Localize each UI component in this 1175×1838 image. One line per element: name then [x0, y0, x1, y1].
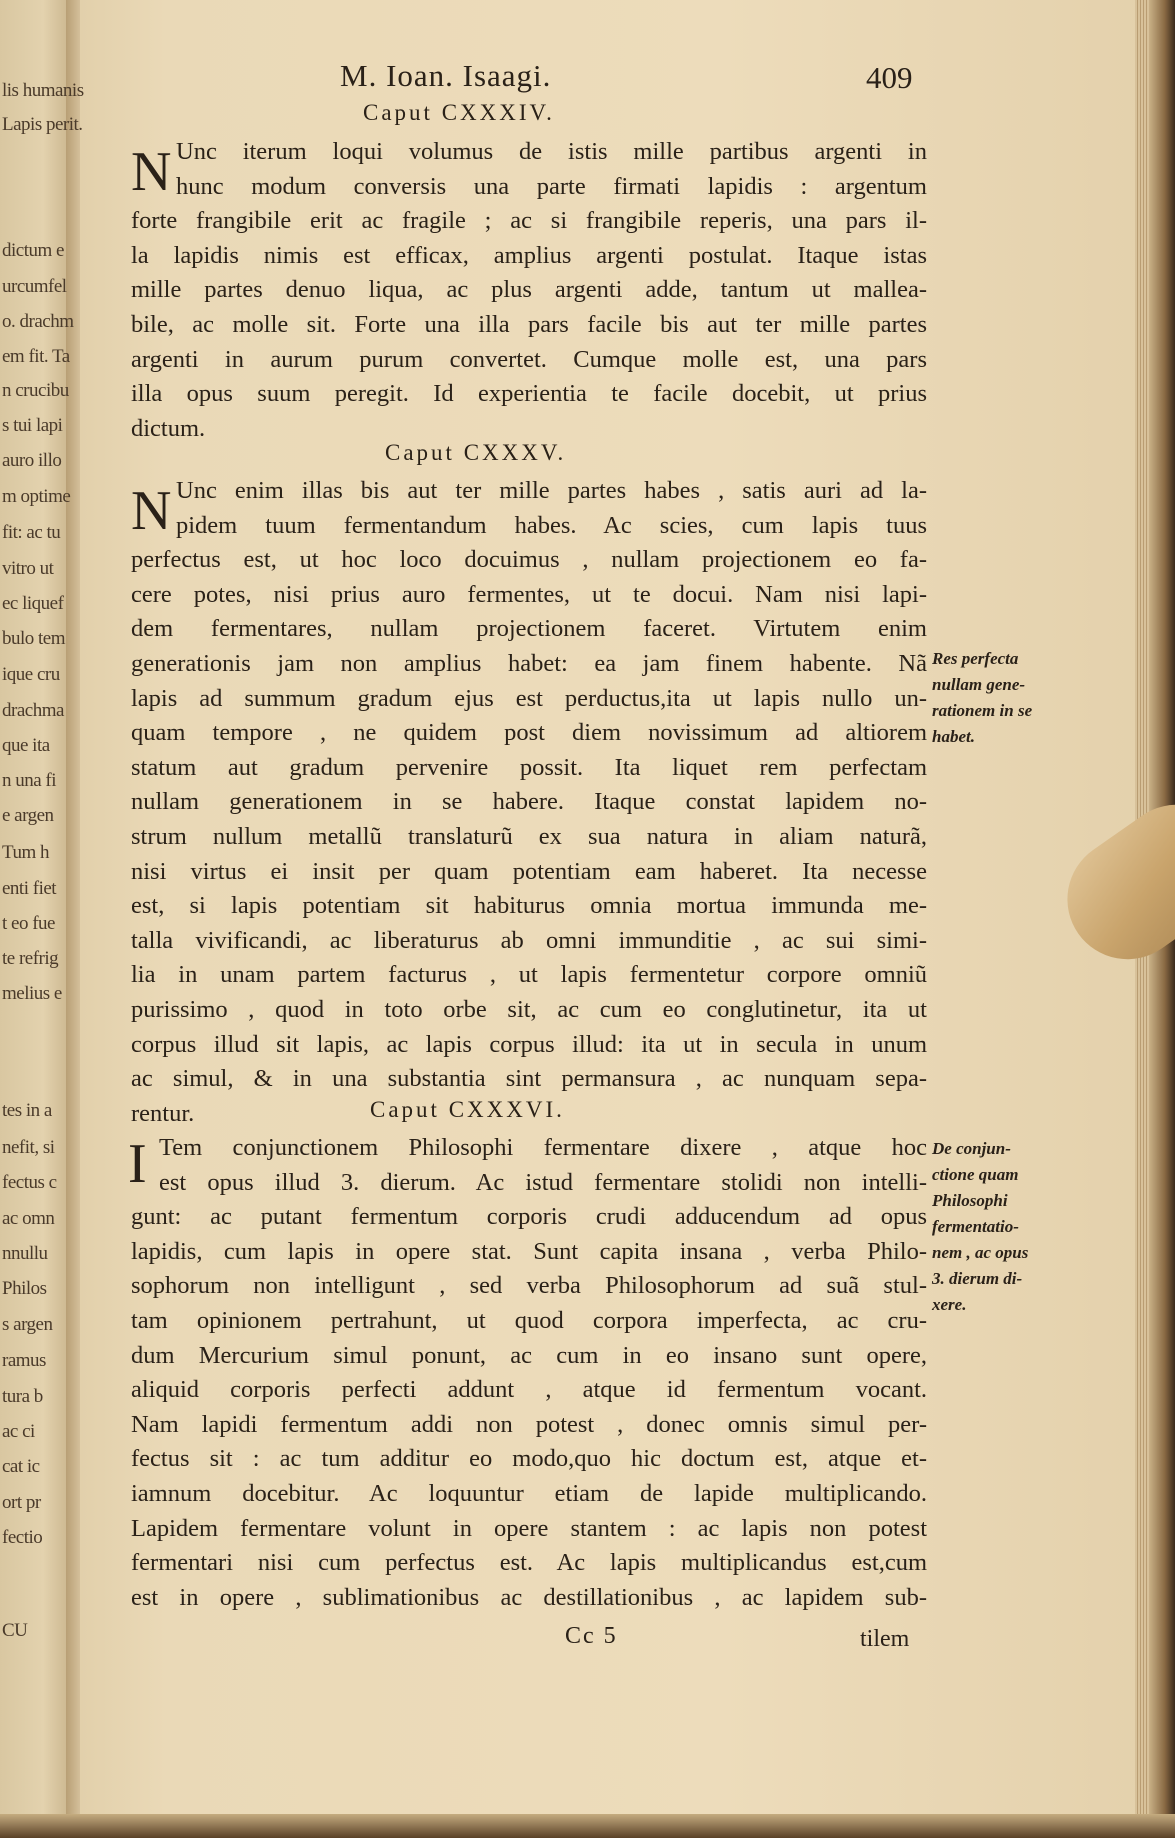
- text-line: corpus illud sit lapis, ac lapis corpus illud: ita ut in secula in unum: [131, 1030, 927, 1058]
- text-line: dictum.: [131, 414, 206, 442]
- previous-page-fragment: bulo tem: [2, 628, 66, 649]
- previous-page-fragment: urcumfel: [2, 276, 67, 297]
- text-line: hunc modum conversis una parte firmati lapidis : argentum: [176, 172, 927, 200]
- marginal-note: xere.: [932, 1295, 967, 1314]
- previous-page-fragment: n crucibu: [2, 380, 69, 401]
- text-line: nullam generationem in se habere. Itaque constat lapidem no-: [131, 788, 927, 816]
- previous-page-fragment: auro illo: [2, 450, 62, 471]
- marginal-note: fermentatio-: [932, 1217, 1019, 1236]
- signature-mark: Cc 5: [565, 1623, 618, 1649]
- text-line: purissimo , quod in toto orbe sit, ac cum eo conglutinetur, ita ut: [131, 996, 927, 1023]
- text-line: statum aut gradum pervenire possit. Ita liquet rem perfectam: [131, 753, 927, 781]
- previous-page-fragment: fectus c: [2, 1172, 57, 1193]
- text-line: strum nullum metallũ translaturũ ex sua natura in aliam naturã,: [131, 823, 927, 850]
- previous-page-fragment: Tum h: [2, 842, 49, 863]
- text-line: iamnum docebitur. Ac loquuntur etiam de lapide multiplicando.: [131, 1480, 927, 1507]
- previous-page-fragment: s tui lapi: [2, 415, 63, 436]
- previous-page-fragment: nefit, si: [2, 1137, 55, 1158]
- previous-page-fragment: Lapis perit.: [2, 114, 83, 135]
- marginal-note: nullam gene-: [932, 675, 1026, 694]
- text-line: fectus sit : ac tum additur eo modo,quo hic doctum est, atque et-: [131, 1445, 927, 1473]
- marginal-note: ctione quam: [932, 1165, 1019, 1184]
- previous-page-fragment: ique cru: [2, 664, 60, 685]
- text-line: est, si lapis potentiam sit habiturus omnia mortua immunda me-: [131, 892, 927, 920]
- running-head-title: M. Ioan. Isaagi.: [340, 58, 552, 93]
- previous-page-fragment: e argen: [2, 805, 54, 826]
- previous-page-fragment: vitro ut: [2, 558, 54, 579]
- previous-page-fragment: Philos: [2, 1278, 47, 1299]
- marginal-note: rationem in se: [932, 701, 1033, 720]
- previous-page-fragment: melius e: [2, 983, 62, 1004]
- text-line: lia in unam partem facturus , ut lapis fermentetur corpore omniũ: [131, 961, 927, 989]
- chapter-heading: Caput CXXXVI.: [370, 1097, 565, 1122]
- previous-page-fragment: s argen: [2, 1314, 53, 1335]
- previous-page-fragment: nnullu: [2, 1243, 48, 1264]
- marginal-note: 3. dierum di-: [932, 1269, 1023, 1288]
- text-line: illa opus suum peregit. Id experientia te facile docebit, ut prius: [131, 380, 927, 408]
- chapter-heading: Caput CXXXIV.: [363, 100, 555, 125]
- text-line: lapidis, cum lapis in opere stat. Sunt capita insana , verba Philo-: [131, 1237, 927, 1265]
- text-line: Lapidem fermentare volunt in opere stantem : ac lapis non potest: [131, 1514, 927, 1542]
- catchword: tilem: [860, 1626, 910, 1652]
- text-line: mille partes denuo liqua, ac plus argenti adde, tantum ut mallea-: [131, 276, 927, 304]
- text-line: est opus illud 3. dierum. Ac istud fermentare stolidi non intelli-: [159, 1168, 927, 1196]
- previous-page-fragment: lis humanis: [2, 80, 84, 101]
- marginal-note: habet.: [932, 727, 975, 746]
- previous-page-fragment: cat ic: [2, 1456, 40, 1477]
- text-line: fermentari nisi cum perfectus est. Ac lapis multiplicandus est,cum: [131, 1549, 927, 1577]
- previous-page-fragment: ec liquef: [2, 593, 64, 614]
- previous-page-fragment: enti fiet: [2, 878, 57, 899]
- marginal-note: De conjun-: [932, 1139, 1011, 1158]
- text-line: forte frangibile erit ac fragile ; ac si frangibile reperis, una pars il-: [131, 207, 927, 235]
- text-line: bile, ac molle sit. Forte una illa pars facile bis aut ter mille partes: [131, 311, 927, 338]
- previous-page-fragment: te refrig: [2, 948, 59, 969]
- text-line: dum Mercurium simul ponunt, ac cum in eo insano sunt opere,: [131, 1341, 927, 1369]
- book-edge-bottom: [0, 1814, 1175, 1838]
- text-line: pidem tuum fermentandum habes. Ac scies, cum lapis tuus: [176, 511, 927, 539]
- text-line: talla vivificandi, ac liberaturus ab omni immunditie , ac sui simi-: [131, 926, 927, 954]
- page-number: 409: [866, 60, 913, 95]
- text-line: gunt: ac putant fermentum corporis crudi adducendum ad opus: [131, 1203, 927, 1231]
- previous-page-fragment: em fit. Ta: [2, 346, 70, 367]
- text-line: dem fermentares, nullam projectionem faceret. Virtutem enim: [131, 615, 927, 643]
- text-line: la lapidis nimis est efficax, amplius argenti postulat. Itaque istas: [131, 241, 927, 269]
- text-line: rentur.: [131, 1099, 195, 1127]
- previous-page-fragment: CU: [2, 1620, 28, 1641]
- text-line: nisi virtus ei insit per quam potentiam eam haberet. Ita necesse: [131, 857, 927, 885]
- previous-page-fragment: t eo fue: [2, 913, 55, 934]
- previous-page-fragment: fectio: [2, 1527, 43, 1548]
- previous-page-fragment: o. drachm: [2, 311, 74, 332]
- previous-page-fragment: ort pr: [2, 1492, 41, 1513]
- previous-page-fragment: que ita: [2, 735, 50, 756]
- previous-page-fragment: ac omn: [2, 1208, 55, 1229]
- previous-page-fragment: m optime: [2, 486, 71, 507]
- text-line: perfectus est, ut hoc loco docuimus , nullam projectionem eo fa-: [131, 546, 927, 574]
- chapter-heading: Caput CXXXV.: [385, 440, 567, 465]
- text-line: generationis jam non amplius habet: ea jam finem habente. Nã: [131, 650, 927, 677]
- previous-page-fragment: fit: ac tu: [2, 522, 61, 543]
- marginal-note: Philosophi: [932, 1191, 1008, 1210]
- marginal-note: nem , ac opus: [932, 1243, 1029, 1262]
- text-line: tam opinionem pertrahunt, ut quod corpora imperfecta, ac cru-: [131, 1307, 927, 1334]
- text-line: Nam lapidi fermentum addi non potest , donec omnis simul per-: [131, 1410, 927, 1438]
- drop-capital: N: [131, 480, 172, 542]
- text-line: cere potes, nisi prius auro fermentes, ut te docui. Nam nisi lapi-: [131, 580, 927, 608]
- text-line: Tem conjunctionem Philosophi fermentare dixere , atque hoc: [159, 1134, 927, 1161]
- text-line: lapis ad summum gradum ejus est perductus,ita ut lapis nullo un-: [131, 684, 927, 712]
- text-line: Unc iterum loqui volumus de istis mille partibus argenti in: [176, 138, 927, 165]
- previous-page-fragment: ramus: [2, 1350, 46, 1371]
- previous-page-fragment: drachma: [2, 700, 64, 721]
- previous-page-fragment: tura b: [2, 1386, 43, 1407]
- text-line: ac simul, & in una substantia sint permansura , ac nunquam sepa-: [131, 1065, 927, 1093]
- text-line: argenti in aurum purum convertet. Cumque molle est, una pars: [131, 345, 927, 373]
- text-line: Unc enim illas bis aut ter mille partes habes , satis auri ad la-: [176, 477, 927, 504]
- previous-page-fragment: ac ci: [2, 1421, 35, 1442]
- drop-capital: I: [128, 1133, 147, 1195]
- text-line: est in opere , sublimationibus ac destillationibus , ac lapidem sub-: [131, 1583, 927, 1611]
- previous-page-fragment: n una fi: [2, 770, 57, 791]
- text-line: quam tempore , ne quidem post diem novissimum ad altiorem: [131, 719, 927, 747]
- marginal-note: Res perfecta: [932, 649, 1019, 668]
- previous-page-fragment: dictum e: [2, 240, 64, 261]
- text-line: sophorum non intelligunt , sed verba Philosophorum ad suã stul-: [131, 1272, 927, 1300]
- previous-page-fragment: tes in a: [2, 1100, 52, 1121]
- text-line: aliquid corporis perfecti addunt , atque id fermentum vocant.: [131, 1376, 927, 1404]
- drop-capital: N: [131, 141, 172, 203]
